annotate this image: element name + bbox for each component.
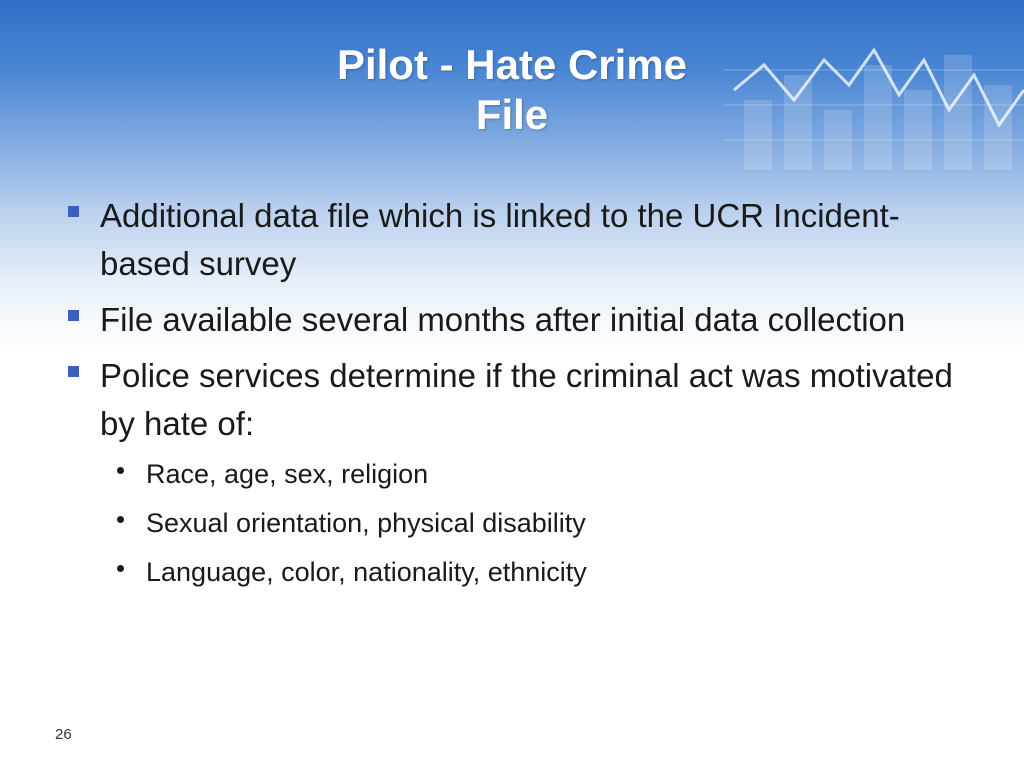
bullet-item xyxy=(60,352,980,448)
square-bullet-icon xyxy=(68,366,79,377)
sub-bullet-text: Sexual orientation, physical disability xyxy=(146,508,586,538)
square-bullet-icon xyxy=(68,310,79,321)
bullet-text: File available several months after initial data collection xyxy=(100,301,906,338)
sub-bullet-item xyxy=(60,554,980,590)
slide-title xyxy=(212,40,812,140)
square-bullet-icon xyxy=(68,206,79,217)
dot-bullet-icon xyxy=(117,516,124,523)
slide-title-line-2: File xyxy=(475,91,549,138)
dot-bullet-icon xyxy=(117,565,124,572)
slide-content xyxy=(60,192,980,603)
slide-title-line-1: Pilot - Hate Crime xyxy=(336,41,688,88)
bullet-item xyxy=(60,192,980,288)
sub-bullet-text: Language, color, nationality, ethnicity xyxy=(146,557,587,587)
bullet-text: Additional data file which is linked to the UCR Incident-based survey xyxy=(100,197,900,282)
sub-bullet-list xyxy=(60,456,980,590)
dot-bullet-icon xyxy=(117,467,124,474)
page-number: 26 xyxy=(55,726,72,743)
bullet-text: Police services determine if the criminal act was motivated by hate of: xyxy=(100,357,953,442)
sub-bullet-item xyxy=(60,505,980,541)
bullet-item xyxy=(60,296,980,344)
sub-bullet-text: Race, age, sex, religion xyxy=(146,459,429,489)
sub-bullet-item xyxy=(60,456,980,492)
